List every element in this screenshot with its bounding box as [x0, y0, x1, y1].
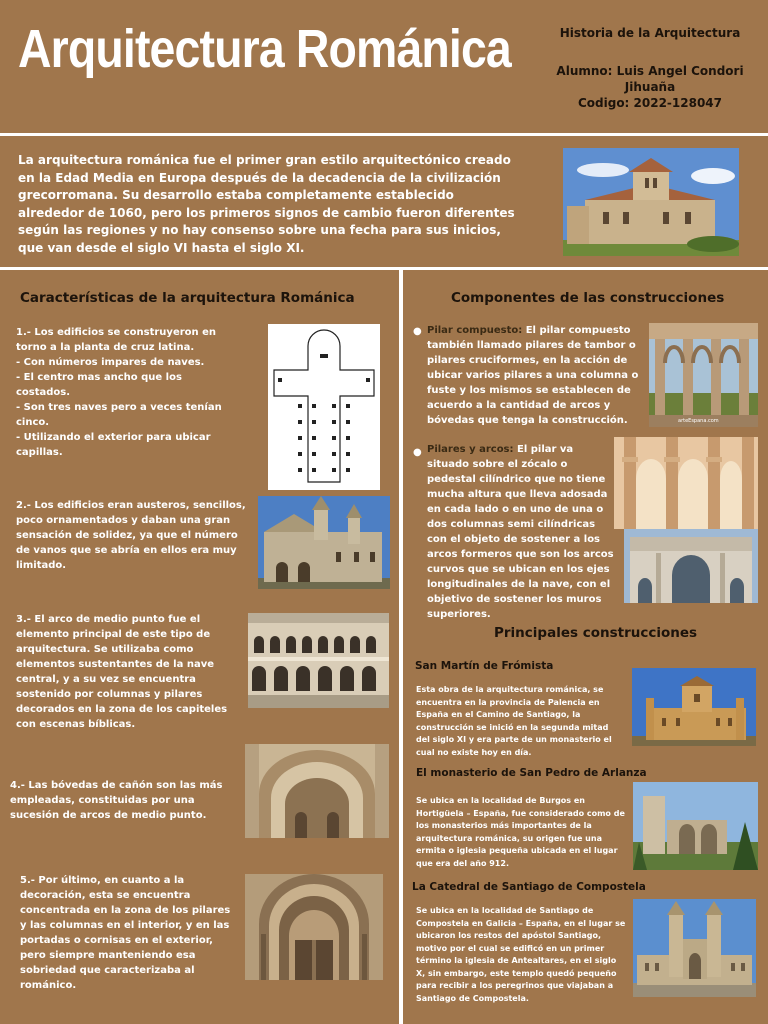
component-1-text: El pilar compuesto también llamado pilares de tambor o pilares cruciformes, en la acción de ubicar varios pilares a una columna o fuste y los mismos se establecen de acuerdo a la cantidad de arcos y bóvedas que tenga la construcción. [427, 325, 639, 426]
santiago-compostela-image [633, 899, 756, 997]
component-2-bullet: ● [413, 447, 422, 458]
component-1 [427, 323, 641, 428]
student-name-line2: Jihuaña [624, 80, 676, 94]
triumphal-arch-image [624, 529, 758, 603]
intro-church-image [563, 148, 739, 256]
intro-divider [0, 267, 768, 270]
page-title: Arquitectura Románica [18, 19, 511, 79]
compound-pillar-image [649, 323, 758, 427]
image-credit: arteEspana.com [678, 418, 719, 424]
characteristic-1: 1.- Los edificios se construyeron en torno a la planta de cruz latina. - Con números impares de naves. - El centro mas ancho que los costados. - Son tres naves pero a veces tenían cinco. - Utilizando el exterior para ubicar capillas. [16, 327, 222, 458]
component-1-term: Pilar compuesto: [427, 325, 523, 336]
intro-paragraph: La arquitectura románica fue el primer gran estilo arquitectónico creado en la Edad Media en Europa después de la decadencia de la civilización grecorromana. Su desarrollo estaba completamente establecido alrededor de 1060, pero los primeros signos de cambio fueron diferentes según las regiones y no hay consenso sobre una fecha para sus inicios, que van desde el siglo VI hasta el siglo XI. [18, 153, 515, 255]
barrel-vault-image [245, 744, 389, 838]
san-martin-fromista-image [632, 668, 756, 746]
characteristic-3: 3.- El arco de medio punto fue el elemento principal de este tipo de arquitectura. Se utilizaba como elementos sustentantes de la nave central, y a su vez se encuentra sostenido por columnas y pilares decorados en la zona de los capiteles con escenas bíblicas. [16, 614, 228, 730]
building-2-name: El monasterio de San Pedro de Arlanza [416, 767, 647, 779]
student-name-line1: Alumno: Luis Angel Condori [556, 64, 744, 78]
characteristics-heading: Características de la arquitectura Románica [20, 290, 355, 306]
buildings-heading: Principales construcciones [494, 625, 698, 641]
component-2-text: El pilar va situado sobre el zócalo o pedestal cilíndrico que no tiene mucha altura que lleva adosada en cada lado o en uno de una o dos columnas semi cilíndricas con el objeto de sostener a los arcos formeros que son los arcos curvos que se ubican en los ejes longitudinales de la nave, con el objetivo de sostener los muros superiores. [427, 444, 614, 620]
course-name: Historia de la Arquitectura [559, 26, 741, 40]
header-divider [0, 133, 768, 136]
san-pedro-arlanza-image [633, 782, 758, 870]
characteristic-2: 2.- Los edificios eran austeros, sencillos, poco ornamentados y daban una gran sensación de solidez, ya que el número de vanos que se abría en ellos era muy limitado. [16, 500, 246, 571]
building-1-text: Esta obra de la arquitectura románica, se encuentra en la provincia de Palencia en España en el Camino de Santiago, la construcción se inició en la segunda mitad del siglo XI y era parte de un monasterio el cual no existe hoy en día. [416, 685, 612, 757]
component-2 [427, 442, 615, 622]
characteristic-5: 5.- Por último, en cuanto a la decoración, esta se encuentra concentrada en la zona de los pilares y las columnas en el interior, y en las portadas o cornisas en el exterior, pero siempre manteniendo esa sobriedad que caracterizaba al románico. [20, 875, 231, 991]
building-1-name: San Martín de Frómista [415, 660, 554, 672]
building-3-text: Se ubica en la localidad de Santiago de Compostela en Galicia – España, en el lugar se ubicaron los restos del apóstol Santiago, motivo por el cual se edificó en un primer término la iglesia de Antealtares, en el siglo X, sin embargo, este templo quedó pequeño para recibir a los peregrinos que viajaban a Santiago de Compostela. [416, 906, 626, 1003]
components-heading: Componentes de las construcciones [451, 290, 725, 306]
austere-church-image [258, 496, 390, 589]
arcade-courtyard-image [248, 613, 389, 708]
building-3-name: La Catedral de Santiago de Compostela [412, 881, 646, 893]
column-divider [399, 270, 403, 1024]
decorated-portal-image [245, 874, 383, 980]
characteristic-4: 4.- Las bóvedas de cañón son las más empleadas, constituidas por una sucesión de arcos de medio punto. [10, 780, 223, 821]
pillars-arches-image [614, 437, 758, 529]
latin-cross-plan-image [268, 324, 380, 490]
component-2-term: Pilares y arcos: [427, 444, 514, 455]
component-1-bullet: ● [413, 326, 422, 337]
building-2-text: Se ubica en la localidad de Burgos en Hortigüela – España, fue considerado como de los monasterios más importantes de la arquitectura románica, su origen fue una ermita o iglesia pequeña ubicada en el lugar que era del año 912. [416, 796, 625, 868]
student-code: Codigo: 2022-128047 [577, 96, 723, 110]
